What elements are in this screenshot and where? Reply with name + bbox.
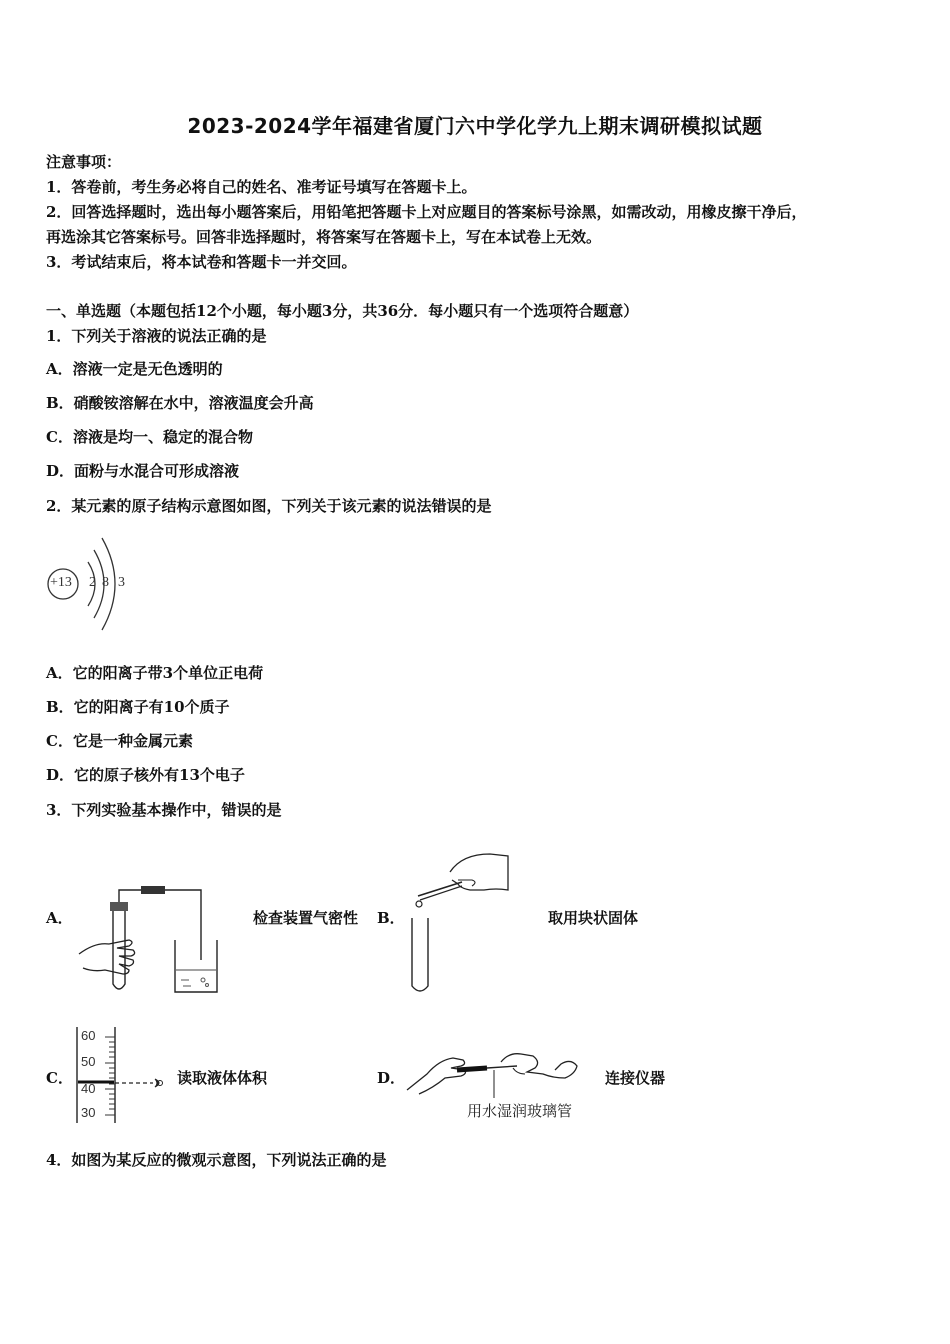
question-2-option-a: A．它的阳离子带3个单位正电荷 (46, 664, 264, 682)
question-3-option-b-letter: B． (377, 909, 405, 927)
page-title: 2023-2024学年福建省厦门六中学化学九上期末调研模拟试题 (187, 114, 763, 138)
question-2-option-d: D．它的原子核外有13个电子 (46, 766, 245, 784)
shell-1-electrons: 2 (89, 575, 96, 590)
notice-item-3: 3．考试结束后，将本试卷和答题卡一并交回。 (46, 253, 357, 271)
question-3-option-d-letter: D． (377, 1069, 406, 1087)
airtightness-check-illustration (75, 882, 225, 1000)
glass-tube-note: 用水湿润玻璃管 (467, 1102, 573, 1120)
section-heading: 一、单选题（本题包括12个小题，每小题3分，共36分．每小题只有一个选项符合题意） (46, 302, 639, 320)
question-1-stem: 1．下列关于溶液的说法正确的是 (46, 327, 267, 345)
connect-apparatus-illustration (405, 1048, 590, 1100)
question-2-stem: 2．某元素的原子结构示意图如图，下列关于该元素的说法错误的是 (46, 497, 492, 515)
question-3-stem: 3．下列实验基本操作中，错误的是 (46, 801, 282, 819)
scale-label-30: 30 (81, 1105, 96, 1120)
shell-3-electrons: 3 (118, 575, 125, 590)
notice-item-2-cont: 再选涂其它答案标号。回答非选择题时，将答案写在答题卡上，写在本试卷上无效。 (46, 228, 602, 246)
question-4-stem: 4．如图为某反应的微观示意图，下列说法正确的是 (46, 1151, 387, 1169)
question-2-option-b: B．它的阳离子有10个质子 (46, 698, 230, 716)
notice-heading: 注意事项： (46, 153, 122, 171)
question-1-option-a: A．溶液一定是无色透明的 (46, 360, 223, 378)
question-3-option-b-caption: 取用块状固体 (548, 909, 639, 927)
notice-item-2: 2．回答选择题时，选出每小题答案后，用铅笔把答题卡上对应题目的答案标号涂黑，如需改动，用橡皮擦干净后， (46, 203, 807, 221)
question-1-option-d: D．面粉与水混合可形成溶液 (46, 462, 240, 480)
shell-2-electrons: 8 (102, 575, 109, 590)
question-3-option-c-letter: C． (46, 1069, 73, 1087)
question-3-option-a-caption: 检查装置气密性 (253, 909, 359, 927)
question-3-option-c-caption: 读取液体体积 (177, 1069, 268, 1087)
nucleus-charge: +13 (50, 575, 72, 590)
solid-sampling-illustration (400, 850, 515, 998)
scale-label-50: 50 (81, 1054, 96, 1069)
question-1-option-c: C．溶液是均一、稳定的混合物 (46, 428, 253, 446)
scale-label-60: 60 (81, 1028, 96, 1043)
atomic-structure-diagram (44, 528, 144, 638)
question-2-option-c: C．它是一种金属元素 (46, 732, 193, 750)
question-1-option-b: B．硝酸铵溶解在水中，溶液温度会升高 (46, 394, 314, 412)
graduated-cylinder-reading-illustration (75, 1025, 175, 1125)
question-3-option-d-caption: 连接仪器 (605, 1069, 666, 1087)
notice-item-1: 1．答卷前，考生务必将自己的姓名、准考证号填写在答题卡上。 (46, 178, 477, 196)
scale-label-40: 40 (81, 1081, 96, 1096)
question-3-option-a-letter: A． (46, 909, 73, 927)
